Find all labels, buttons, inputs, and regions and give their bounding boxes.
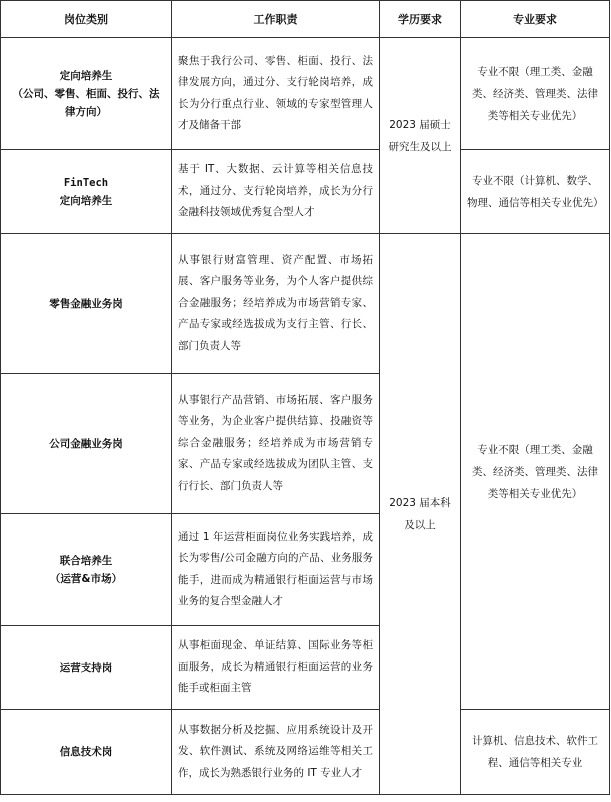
duties-cell: 基于 IT、大数据、云计算等相关信息技术，通过分、支行轮岗培养，成长为分行金融科技领域优秀复合型人才 xyxy=(172,150,380,234)
table-header-row xyxy=(1,1,610,38)
table-row xyxy=(1,38,610,150)
position-category-cell xyxy=(1,710,172,795)
category-line: 律方向） xyxy=(65,105,107,118)
duties-cell: 从事银行财富管理、资产配置、市场拓展、客户服务等业务，为个人客户提供综合金融服务；经培养成为市场营销专家、产品专家或经选拔成为支行主管、行长、部门负责人等 xyxy=(172,234,380,374)
duties-cell: 从事数据分析及挖掘、应用系统设计及开发、软件测试、系统及网络运维等相关工作，成长为熟悉银行业务的 IT 专业人才 xyxy=(172,710,380,795)
position-category-cell xyxy=(1,626,172,710)
position-category-cell xyxy=(1,374,172,514)
duties-cell: 从事柜面现金、单证结算、国际业务等柜面服务，成长为精通银行柜面运营的业务能手或柜面主管 xyxy=(172,626,380,710)
category-line: 定向培养生 xyxy=(59,194,113,207)
category-line: 运营支持岗 xyxy=(59,661,113,674)
position-category-cell xyxy=(1,234,172,374)
table-row xyxy=(1,234,610,374)
major-cell: 专业不限（理工类、金融类、经济类、管理类、法律类等相关专业优先） xyxy=(461,234,610,710)
category-line: 联合培养生 xyxy=(59,554,113,567)
category-line: （运营&市场） xyxy=(49,572,123,585)
table-row xyxy=(1,150,610,234)
category-line: （公司、零售、柜面、投行、法 xyxy=(12,87,160,100)
category-line: 公司金融业务岗 xyxy=(49,437,123,450)
duties-cell: 聚焦于我行公司、零售、柜面、投行、法律发展方向，通过分、支行轮岗培养，成长为分行重点行业、领域的专家型管理人才及储备干部 xyxy=(172,38,380,150)
position-category-cell xyxy=(1,514,172,626)
table-row xyxy=(1,710,610,795)
header-duties: 工作职责 xyxy=(172,1,380,38)
header-position-category: 岗位类别 xyxy=(1,1,172,38)
header-education: 学历要求 xyxy=(380,1,461,38)
category-line: 定向培养生 xyxy=(59,69,113,82)
major-cell: 专业不限（理工类、金融类、经济类、管理类、法律类等相关专业优先） xyxy=(461,38,610,150)
position-category-cell xyxy=(1,150,172,234)
education-cell-bachelor: 2023 届本科及以上 xyxy=(380,234,461,795)
category-line: 零售金融业务岗 xyxy=(49,297,123,310)
category-line: 信息技术岗 xyxy=(59,746,113,758)
duties-cell: 通过 1 年运营柜面岗位业务实践培养，成长为零售/公司金融方向的产品、业务服务能手，进而成为精通银行柜面运营与市场业务的复合型金融人才 xyxy=(172,514,380,626)
education-cell-master: 2023 届硕士研究生及以上 xyxy=(380,38,461,234)
position-category-cell xyxy=(1,38,172,150)
header-major: 专业要求 xyxy=(461,1,610,38)
category-line: FinTech xyxy=(63,176,109,189)
duties-cell: 从事银行产品营销、市场拓展、客户服务等业务，为企业客户提供结算、投融资等综合金融服务；经培养成为市场营销专家、产品专家或经选拔成为团队主管、支行行长、部门负责人等 xyxy=(172,374,380,514)
major-cell: 计算机、信息技术、软件工程、通信等相关专业 xyxy=(461,710,610,795)
major-cell: 专业不限（计算机、数学、物理、通信等相关专业优先） xyxy=(461,150,610,234)
